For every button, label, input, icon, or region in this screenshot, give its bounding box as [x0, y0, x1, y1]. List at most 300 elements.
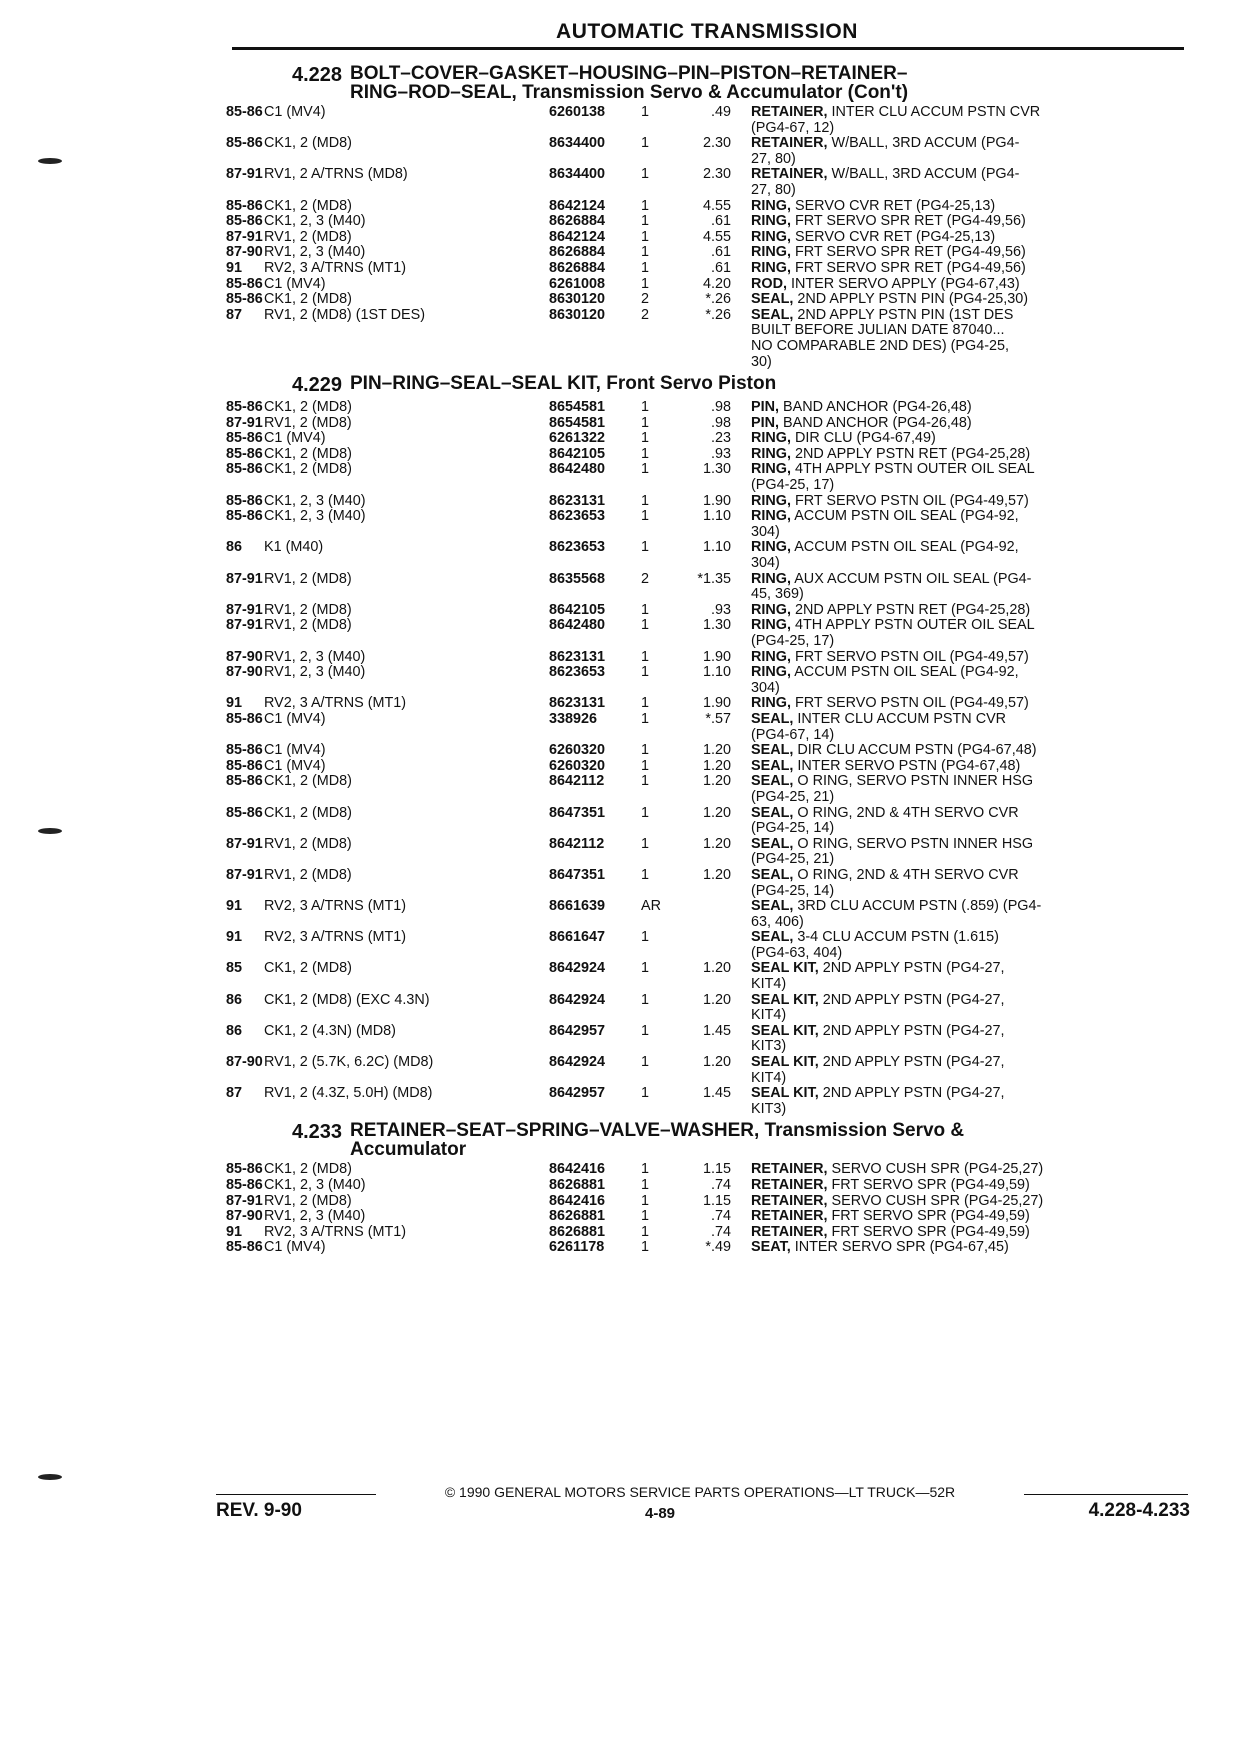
part-row-continuation — [226, 323, 1192, 339]
part-row — [226, 1178, 1192, 1194]
price-cell: 1.90 — [702, 492, 731, 509]
description-keyword: RING, — [751, 461, 791, 478]
part-row-continuation — [226, 634, 1192, 650]
part-number-cell — [549, 587, 631, 603]
model-cell: CK1, 2, 3 (M40) — [264, 493, 366, 509]
model-cell: C1 (MV4) — [264, 743, 326, 759]
year-cell: 85-86 — [226, 804, 263, 821]
part-row-continuation — [226, 728, 1192, 744]
year-cell: 87-90 — [226, 648, 263, 665]
quantity-cell — [631, 525, 671, 541]
model-cell — [264, 728, 549, 744]
model-cell: RV1, 2 (MD8) — [264, 571, 352, 587]
model-cell: CK1, 2 (MD8) — [264, 774, 352, 790]
description-text: SERVO CUSH SPR (PG4-25,27) — [831, 1192, 1044, 1209]
description-cell — [731, 400, 1114, 416]
price-cell: *.26 — [705, 306, 731, 323]
price-cell — [671, 681, 731, 697]
year-cell — [226, 1071, 264, 1087]
year-cell: 87-91 — [226, 1192, 263, 1209]
price-cell: 1.20 — [702, 866, 731, 883]
part-row — [226, 199, 1192, 215]
model-cell: CK1, 2 (MD8) (EXC 4.3N) — [264, 992, 430, 1008]
part-number-cell — [549, 339, 631, 355]
part-number-cell — [549, 1039, 631, 1055]
quantity-cell: 1 — [641, 710, 650, 727]
part-number-cell: 8661647 — [549, 929, 606, 946]
model-cell: RV1, 2 (MD8) — [264, 618, 352, 634]
price-cell — [671, 728, 731, 744]
year-cell: 85-86 — [226, 135, 263, 152]
description-cell — [731, 1178, 1114, 1194]
part-row — [226, 230, 1192, 246]
description-cell — [731, 572, 1114, 588]
part-number-cell: 6260320 — [549, 742, 606, 759]
description-text: 3-4 CLU ACCUM PSTN (1.615) — [797, 929, 999, 946]
part-number-cell: 8647351 — [549, 866, 606, 883]
price-cell — [671, 946, 731, 962]
quantity-cell: 1 — [641, 1161, 650, 1178]
model-cell: RV1, 2 (MD8) — [264, 602, 352, 618]
quantity-cell: AR — [641, 898, 661, 915]
description-cell — [731, 540, 1114, 556]
description-cell — [731, 993, 1114, 1009]
description-cell — [731, 728, 1114, 744]
part-number-cell: 8623653 — [549, 539, 606, 556]
part-row — [226, 665, 1192, 681]
quantity-cell — [631, 681, 671, 697]
description-cell — [731, 183, 1114, 199]
description-text: 304) — [751, 679, 780, 696]
price-cell: 1.30 — [702, 617, 731, 634]
description-text: FRT SERVO PSTN OIL (PG4-49,57) — [794, 648, 1029, 665]
model-cell: RV1, 2, 3 (M40) — [264, 649, 366, 665]
part-row-continuation — [226, 525, 1192, 541]
part-number-cell: 8623653 — [549, 664, 606, 681]
part-number-cell — [549, 946, 631, 962]
description-keyword: SEAL, — [751, 742, 794, 759]
year-cell: 85-86 — [226, 399, 263, 416]
model-cell — [264, 478, 549, 494]
quantity-cell — [631, 323, 671, 339]
description-keyword: SEAL, — [751, 306, 794, 323]
quantity-cell: 1 — [641, 275, 650, 292]
part-number-cell: 6260320 — [549, 757, 606, 774]
part-row — [226, 167, 1192, 183]
price-cell: .74 — [710, 1223, 731, 1240]
description-cell — [731, 416, 1114, 432]
quantity-cell — [631, 728, 671, 744]
part-number-cell: 8623131 — [549, 648, 606, 665]
quantity-cell — [631, 634, 671, 650]
year-cell: 85-86 — [226, 1239, 263, 1256]
description-keyword: SEAL, — [751, 929, 794, 946]
description-keyword: RING, — [751, 244, 791, 261]
price-cell — [671, 587, 731, 603]
description-cell — [731, 806, 1114, 822]
model-cell: CK1, 2 (MD8) — [264, 136, 352, 152]
year-cell: 85-86 — [226, 461, 263, 478]
description-cell — [731, 277, 1114, 293]
quantity-cell — [631, 821, 671, 837]
part-number-cell — [549, 915, 631, 931]
quantity-cell — [631, 790, 671, 806]
quantity-cell: 1 — [641, 1177, 650, 1193]
part-number-cell: 8630120 — [549, 306, 606, 323]
description-text: KIT3) — [751, 1038, 787, 1055]
price-cell — [671, 556, 731, 572]
description-text: 304) — [751, 523, 780, 540]
description-text: (PG4-67, 12) — [751, 119, 835, 136]
part-number-cell: 8642924 — [549, 960, 606, 977]
part-row — [226, 806, 1192, 822]
part-row — [226, 696, 1192, 712]
description-text: FRT SERVO SPR (PG4-49,59) — [831, 1177, 1030, 1193]
description-cell — [731, 899, 1114, 915]
price-cell: .98 — [710, 414, 731, 431]
quantity-cell: 1 — [641, 648, 650, 665]
part-number-cell: 8647351 — [549, 804, 606, 821]
description-text: O RING, SERVO PSTN INNER HSG — [797, 835, 1034, 852]
description-text: (PG4-63, 404) — [751, 944, 843, 961]
description-cell — [731, 650, 1114, 666]
part-number-cell: 8654581 — [549, 414, 606, 431]
description-cell — [731, 665, 1114, 681]
parts-section — [226, 374, 1192, 1117]
part-number-cell: 8642105 — [549, 445, 606, 462]
description-text: 2ND APPLY PSTN PIN (PG4-25,30) — [797, 291, 1028, 308]
description-keyword: RING, — [751, 492, 791, 509]
quantity-cell: 1 — [641, 399, 650, 416]
description-text: W/BALL, 3RD ACCUM (PG4- — [831, 135, 1020, 152]
description-text: ACCUM PSTN OIL SEAL (PG4-92, — [794, 664, 1019, 681]
description-cell — [731, 603, 1114, 619]
description-keyword: SEAT, — [751, 1239, 791, 1256]
year-cell — [226, 587, 264, 603]
description-text: (PG4-25, 21) — [751, 788, 835, 805]
description-text: 4TH APPLY PSTN OUTER OIL SEAL — [794, 617, 1035, 634]
price-cell: *.49 — [705, 1239, 731, 1256]
part-number-cell — [549, 681, 631, 697]
quantity-cell: 1 — [641, 492, 650, 509]
model-cell — [264, 183, 549, 199]
description-keyword: SEAL KIT, — [751, 1022, 819, 1039]
description-cell — [731, 759, 1114, 775]
part-row-continuation — [226, 121, 1192, 137]
part-row-continuation — [226, 852, 1192, 868]
model-cell: RV2, 3 A/TRNS (MT1) — [264, 260, 407, 276]
section-title — [350, 1121, 964, 1159]
description-cell — [731, 323, 1114, 339]
section-title-line: BOLT–COVER–GASKET–HOUSING–PIN–PISTON–RETAINER– — [350, 63, 908, 84]
footer-section-range: 4.228-4.233 — [1088, 1500, 1190, 1521]
year-cell — [226, 355, 264, 371]
part-row — [226, 930, 1192, 946]
model-cell — [264, 977, 549, 993]
year-cell — [226, 152, 264, 168]
quantity-cell — [631, 1008, 671, 1024]
part-number-cell: 8623653 — [549, 508, 606, 525]
price-cell — [671, 121, 731, 137]
description-keyword: RETAINER, — [751, 1223, 828, 1240]
section-title-line: Accumulator — [350, 1139, 467, 1161]
price-cell — [671, 152, 731, 168]
year-cell — [226, 977, 264, 993]
model-cell: C1 (MV4) — [264, 758, 326, 774]
part-number-cell — [549, 977, 631, 993]
description-keyword: RETAINER, — [751, 1161, 828, 1178]
price-cell — [671, 355, 731, 371]
model-cell: RV1, 2 A/TRNS (MD8) — [264, 167, 408, 183]
year-cell — [226, 478, 264, 494]
quantity-cell — [631, 478, 671, 494]
price-cell: .23 — [710, 430, 731, 447]
description-text: 27, 80) — [751, 181, 796, 198]
description-text: 45, 369) — [751, 586, 804, 603]
description-text: (PG4-25, 14) — [751, 882, 835, 899]
part-number-cell: 8626881 — [549, 1208, 606, 1225]
year-cell — [226, 1008, 264, 1024]
year-cell: 91 — [226, 1223, 243, 1240]
punch-mark — [38, 1474, 62, 1480]
model-cell: K1 (M40) — [264, 540, 324, 556]
part-number-cell — [549, 323, 631, 339]
part-row-continuation — [226, 790, 1192, 806]
part-row — [226, 1086, 1192, 1102]
year-cell: 87-91 — [226, 414, 263, 431]
part-number-cell: 8626884 — [549, 213, 606, 230]
description-cell — [731, 743, 1114, 759]
model-cell: CK1, 2 (MD8) — [264, 198, 352, 214]
model-cell: C1 (MV4) — [264, 1240, 326, 1256]
model-cell: CK1, 2 (MD8) — [264, 462, 352, 478]
model-cell: CK1, 2, 3 (M40) — [264, 509, 366, 525]
part-row — [226, 603, 1192, 619]
description-cell — [731, 462, 1114, 478]
quantity-cell: 1 — [641, 228, 650, 245]
part-row-continuation — [226, 1039, 1192, 1055]
year-cell: 85-86 — [226, 213, 263, 230]
description-text: KIT4) — [751, 1069, 787, 1086]
description-keyword: RING, — [751, 664, 791, 681]
parts-listing — [226, 60, 1192, 1256]
parts-section — [226, 64, 1192, 370]
quantity-cell: 1 — [641, 1054, 650, 1071]
year-cell: 85-86 — [226, 1177, 263, 1193]
price-cell: 1.15 — [702, 1161, 731, 1178]
price-cell: 1.20 — [702, 773, 731, 790]
part-number-cell: 6261178 — [549, 1239, 605, 1256]
description-cell — [731, 1055, 1114, 1071]
price-cell — [671, 884, 731, 900]
year-cell: 85-86 — [226, 710, 263, 727]
description-cell — [731, 1240, 1114, 1256]
part-row — [226, 572, 1192, 588]
quantity-cell — [631, 915, 671, 931]
quantity-cell: 1 — [641, 1085, 650, 1102]
description-text: DIR CLU ACCUM PSTN (PG4-67,48) — [797, 742, 1037, 759]
part-number-cell — [549, 183, 631, 199]
model-cell — [264, 556, 549, 572]
quantity-cell: 1 — [641, 695, 650, 712]
description-text: 63, 406) — [751, 913, 804, 930]
description-cell — [731, 837, 1114, 853]
price-cell: .74 — [710, 1177, 731, 1193]
quantity-cell: 1 — [641, 1239, 650, 1256]
part-row — [226, 261, 1192, 277]
description-keyword: SEAL KIT, — [751, 1054, 819, 1071]
description-text: (PG4-25, 21) — [751, 851, 835, 868]
description-keyword: RETAINER, — [751, 1208, 828, 1225]
description-text: 2ND APPLY PSTN PIN (1ST DES — [797, 306, 1014, 323]
quantity-cell: 2 — [641, 570, 650, 587]
description-cell — [731, 1039, 1114, 1055]
quantity-cell — [631, 852, 671, 868]
description-keyword: RING, — [751, 213, 791, 230]
description-cell — [731, 774, 1114, 790]
part-number-cell — [549, 355, 631, 371]
description-text: 2ND APPLY PSTN (PG4-27, — [822, 1085, 1005, 1102]
description-cell — [731, 961, 1114, 977]
model-cell: C1 (MV4) — [264, 276, 326, 292]
footer-copyright: © 1990 GENERAL MOTORS SERVICE PARTS OPERATIONS—LT TRUCK—52R — [444, 1484, 956, 1500]
year-cell — [226, 821, 264, 837]
year-cell: 87-90 — [226, 664, 263, 681]
description-text: BUILT BEFORE JULIAN DATE 87040... — [751, 322, 1005, 339]
quantity-cell: 1 — [641, 244, 650, 261]
model-cell — [264, 634, 549, 650]
description-cell — [731, 245, 1114, 261]
description-cell — [731, 1102, 1114, 1118]
quantity-cell: 1 — [641, 757, 650, 774]
model-cell: RV1, 2 (5.7K, 6.2C) (MD8) — [264, 1055, 434, 1071]
year-cell: 91 — [226, 259, 243, 276]
description-cell — [731, 868, 1114, 884]
model-cell: RV1, 2 (4.3Z, 5.0H) (MD8) — [264, 1086, 433, 1102]
part-row — [226, 509, 1192, 525]
section-number: 4.233 — [292, 1121, 343, 1144]
footer-page-number: 4-89 — [644, 1505, 676, 1522]
description-text: FRT SERVO SPR (PG4-49,59) — [831, 1208, 1030, 1225]
year-cell: 85-86 — [226, 1161, 263, 1178]
description-text: 2ND APPLY PSTN (PG4-27, — [822, 1022, 1005, 1039]
description-text: ACCUM PSTN OIL SEAL (PG4-92, — [794, 539, 1019, 556]
part-row — [226, 759, 1192, 775]
part-number-cell: 8642480 — [549, 461, 606, 478]
model-cell: RV2, 3 A/TRNS (MT1) — [264, 1224, 407, 1240]
part-number-cell — [549, 884, 631, 900]
description-text: W/BALL, 3RD ACCUM (PG4- — [831, 166, 1020, 183]
description-cell — [731, 105, 1114, 121]
year-cell: 87 — [226, 306, 243, 323]
description-text: BAND ANCHOR (PG4-26,48) — [783, 414, 972, 431]
quantity-cell — [631, 339, 671, 355]
description-cell — [731, 1008, 1114, 1024]
description-keyword: PIN, — [751, 414, 779, 431]
quantity-cell: 1 — [641, 197, 650, 214]
part-number-cell: 8642957 — [549, 1022, 606, 1039]
description-cell — [731, 1194, 1114, 1210]
year-cell: 91 — [226, 929, 243, 946]
price-cell: 2.30 — [702, 135, 731, 152]
part-number-cell — [549, 525, 631, 541]
description-keyword: SEAL, — [751, 710, 794, 727]
part-row-continuation — [226, 556, 1192, 572]
description-text: BAND ANCHOR (PG4-26,48) — [783, 399, 972, 416]
description-text: 2ND APPLY PSTN (PG4-27, — [822, 1054, 1005, 1071]
description-keyword: RING, — [751, 570, 791, 587]
year-cell — [226, 884, 264, 900]
description-keyword: RETAINER, — [751, 1192, 828, 1209]
description-cell — [731, 915, 1114, 931]
description-keyword: RING, — [751, 695, 791, 712]
description-cell — [731, 696, 1114, 712]
description-text: SERVO CVR RET (PG4-25,13) — [794, 197, 996, 214]
quantity-cell: 1 — [641, 508, 650, 525]
year-cell — [226, 323, 264, 339]
quantity-cell — [631, 1102, 671, 1118]
part-number-cell: 8634400 — [549, 166, 606, 183]
part-row-continuation — [226, 977, 1192, 993]
quantity-cell: 1 — [641, 1192, 650, 1209]
price-cell: 4.20 — [702, 275, 731, 292]
section-heading — [226, 1121, 1192, 1159]
year-cell: 85-86 — [226, 757, 263, 774]
quantity-cell: 1 — [641, 835, 650, 852]
part-number-cell: 8642112 — [549, 773, 605, 790]
model-cell — [264, 946, 549, 962]
description-cell — [731, 1162, 1114, 1178]
part-number-cell: 8642105 — [549, 601, 606, 618]
description-text: FRT SERVO SPR (PG4-49,59) — [831, 1223, 1030, 1240]
price-cell: 1.20 — [702, 991, 731, 1008]
model-cell — [264, 339, 549, 355]
description-keyword: RETAINER, — [751, 1177, 828, 1193]
year-cell: 85-86 — [226, 275, 263, 292]
model-cell — [264, 355, 549, 371]
description-text: 4TH APPLY PSTN OUTER OIL SEAL — [794, 461, 1035, 478]
year-cell: 85-86 — [226, 508, 263, 525]
description-keyword: SEAL KIT, — [751, 991, 819, 1008]
year-cell: 85-86 — [226, 773, 263, 790]
price-cell: 1.10 — [702, 664, 731, 681]
price-cell — [671, 183, 731, 199]
model-cell: CK1, 2, 3 (M40) — [264, 214, 366, 230]
year-cell: 87-91 — [226, 866, 263, 883]
part-row — [226, 214, 1192, 230]
quantity-cell: 1 — [641, 991, 650, 1008]
year-cell: 87-91 — [226, 835, 263, 852]
model-cell — [264, 1008, 549, 1024]
part-number-cell — [549, 556, 631, 572]
price-cell: 1.90 — [702, 695, 731, 712]
description-text: FRT SERVO SPR RET (PG4-49,56) — [794, 213, 1026, 230]
part-number-cell: 8642124 — [549, 228, 606, 245]
punch-mark — [38, 828, 62, 834]
model-cell: CK1, 2 (MD8) — [264, 446, 352, 462]
quantity-cell: 1 — [641, 1208, 650, 1225]
description-cell — [731, 977, 1114, 993]
price-cell — [671, 478, 731, 494]
description-cell — [731, 308, 1114, 324]
part-number-cell — [549, 852, 631, 868]
price-cell: 1.20 — [702, 1054, 731, 1071]
model-cell: RV1, 2, 3 (M40) — [264, 245, 366, 261]
model-cell — [264, 681, 549, 697]
year-cell: 87-90 — [226, 1054, 263, 1071]
description-text: 2ND APPLY PSTN (PG4-27, — [822, 991, 1005, 1008]
description-cell — [731, 852, 1114, 868]
